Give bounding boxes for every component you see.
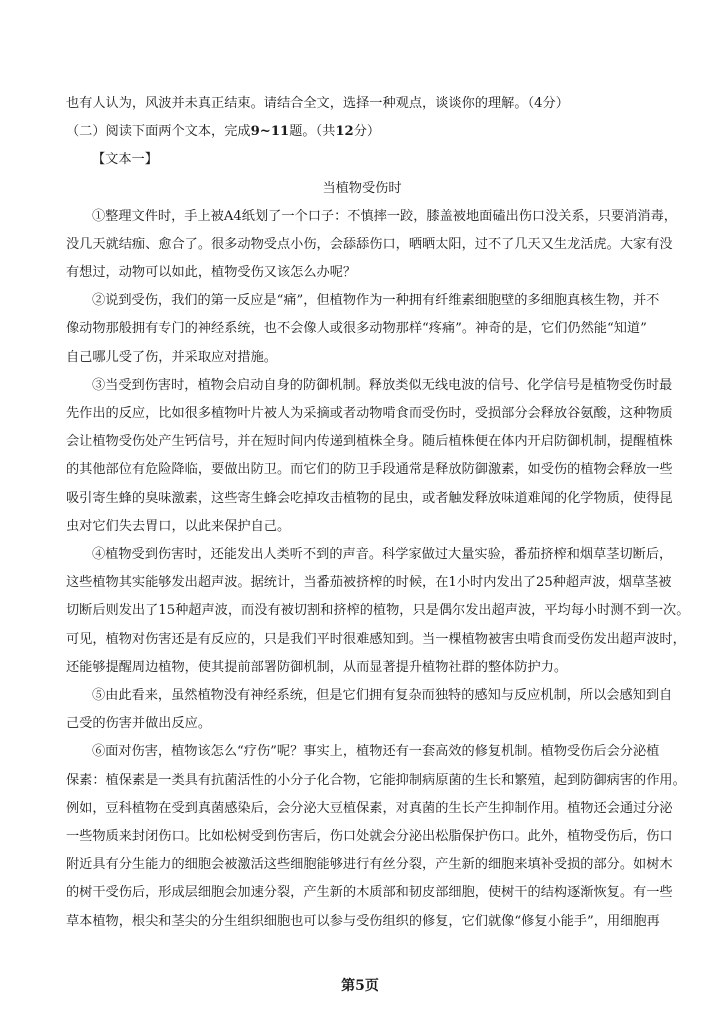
paragraph-1 <box>66 203 677 288</box>
section-heading-prefix: （二）阅读下面两个文本，完成 <box>66 124 251 140</box>
section-points: 12 <box>335 124 354 140</box>
paragraph-line: 一些物质来封闭伤口。比如松树受到伤害后，伤口处就会分泌出松脂保护伤口。此外，植物受伤后，伤口 <box>66 829 673 845</box>
paragraph-line: ③当受到伤害时，植物会启动自身的防御机制。释放类似无线电波的信号、化学信号是植物受伤时最 <box>92 377 673 393</box>
paragraph-6 <box>66 738 686 935</box>
section-heading-suffix: 分） <box>353 124 381 140</box>
paragraph-line: 虫对它们失去胃口，以此来保护自己。 <box>66 518 291 534</box>
paragraph-line: 还能够提醒周边植物，使其提前部署防御机制，从而显著提升植物社群的整体防护力。 <box>66 659 568 675</box>
paragraph-line: 例如，豆科植物在受到真菌感染后，会分泌大豆植保素，对真菌的生长产生抑制作用。植物还会通过分泌 <box>66 800 673 816</box>
article-title: 当植物受伤时 <box>322 180 402 196</box>
paragraph-line: 的其他部位有危险降临，要做出防卫。而它们的防卫手段通常是释放防御激素，如受伤的植物会释放一些 <box>66 462 673 478</box>
paragraph-line: 像动物那般拥有专门的神经系统，也不会像人或很多动物那样“疼痛”。神奇的是，它们仍然能“知道” <box>66 321 647 337</box>
paragraph-line: ⑤由此看来，虽然植物没有神经系统，但是它们拥有复杂而独特的感知与反应机制，所以会感知到自 <box>92 688 673 704</box>
paragraph-3 <box>66 372 673 541</box>
text-label: 【文本一】 <box>92 152 158 168</box>
paragraph-4 <box>66 541 690 682</box>
paragraph-line: 己受的伤害并做出反应。 <box>66 716 212 732</box>
paragraph-line: 没几天就结痂、愈合了。很多动物受点小伤，会舔舔伤口，晒晒太阳，过不了几天又生龙活虎。大家有没 <box>66 236 673 252</box>
section-heading-middle: 题。（共 <box>289 124 336 140</box>
paragraph-line: ②说到受伤，我们的第一反应是“痛”，但植物作为一种拥有纤维素细胞壁的多细胞真核生物，并不 <box>92 293 660 309</box>
paragraph-line: 保素：植保素是一类具有抗菌活性的小分子化合物，它能抑制病原菌的生长和繁殖，起到防御病害的作用。 <box>66 772 686 788</box>
section-heading <box>66 118 658 146</box>
paragraph-line: 可见，植物对伤害还是有反应的，只是我们平时很难感知到。当一棵植物被害虫啃食而受伤发出超声波时， <box>66 631 686 647</box>
paragraph-line: ⑥面对伤害，植物该怎么“疗伤”呢？事实上，植物还有一套高效的修复机制。植物受伤后会分泌植 <box>92 744 660 760</box>
paragraph-line: 自己哪儿受了伤，并采取应对措施。 <box>66 349 277 365</box>
paragraph-line: 这些植物其实能够发出超声波。据统计，当番茄被挤榨的时候，在1小时内发出了25种超声波，烟草茎被 <box>66 575 672 591</box>
paragraph-line: 吸引寄生蜂的臭味激素，这些寄生蜂会吃掉攻击植物的昆虫，或者触发释放味道难闻的化学物质，使得昆 <box>66 490 673 506</box>
paragraph-line: 的树干受伤后，形成层细胞会加速分裂，产生新的木质部和韧皮部细胞，使树干的结构逐渐恢复。有一些 <box>66 885 673 901</box>
paragraph-line: 有想过，动物可以如此，植物受伤又该怎么办呢？ <box>66 265 357 281</box>
paragraph-line: ④植物受到伤害时，还能发出人类听不到的声音。科学家做过大量实验，番茄挤榨和烟草茎切断后， <box>92 547 673 563</box>
document-page <box>66 90 690 936</box>
paragraph-2 <box>66 287 658 372</box>
paragraph-line: 草本植物，根尖和茎尖的分生组织细胞也可以参与受伤组织的修复，它们就像“修复小能手”，用细胞再 <box>66 913 660 929</box>
question-8-tail: 也有人认为，风波并未真正结束。请结合全文，选择一种观点，谈谈你的理解。（4分） <box>66 96 569 111</box>
paragraph-line: 附近具有分生能力的细胞会被激活这些细胞能够进行有丝分裂，产生新的细胞来填补受损的部分。如树木 <box>66 857 673 873</box>
question-range: 9~11 <box>250 124 290 140</box>
paragraph-line: ①整理文件时，手上被A4纸划了一个口子：不慎摔一跤，膝盖被地面磕出伤口没关系，只要消消毒， <box>92 208 677 224</box>
paragraph-line: 会让植物受伤处产生钙信号，并在短时间内传递到植株全身。随后植株便在体内开启防御机制，提醒植株 <box>66 434 673 450</box>
paragraph-line: 切断后则发出了15种超声波，而没有被切割和挤榨的植物，只是偶尔发出超声波，平均每小时测不到一次。 <box>66 603 690 619</box>
paragraph-5 <box>66 682 673 738</box>
page-number: 第5页 <box>341 978 379 994</box>
paragraph-line: 先作出的反应，比如很多植物叶片被人为采摘或者动物啃食而受伤时，受损部分会释放谷氨酸，这种物质 <box>66 406 673 422</box>
